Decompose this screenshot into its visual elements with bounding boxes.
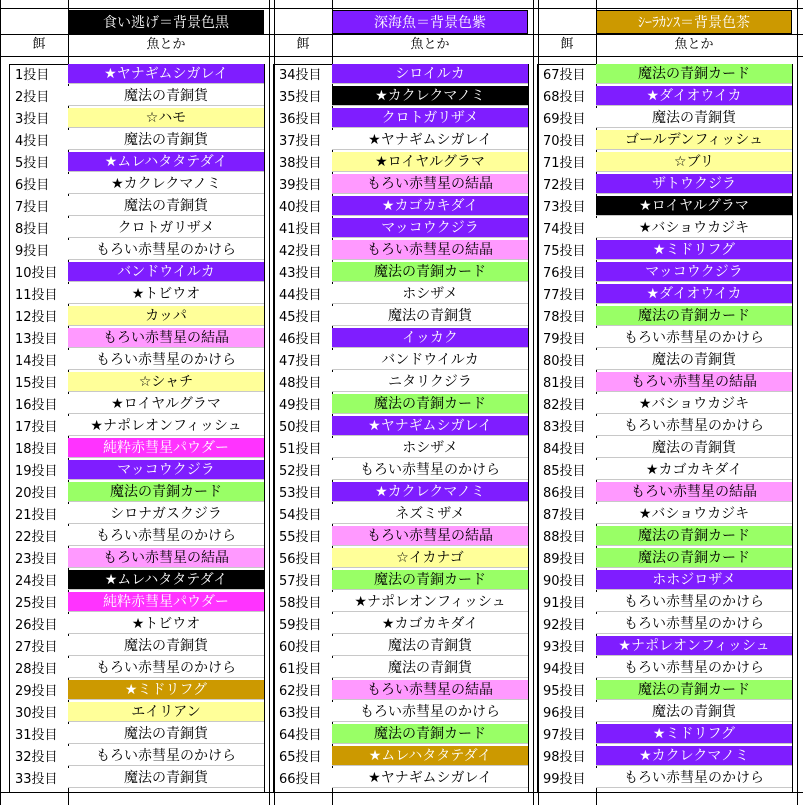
catch-cell: ★バショウカジキ	[596, 394, 792, 414]
throw-number: 46投目	[279, 332, 322, 347]
throw-number: 33投目	[15, 772, 58, 787]
throw-number: 93投目	[543, 640, 586, 655]
throw-number: 87投目	[543, 508, 586, 523]
throw-number: 5投目	[15, 156, 50, 171]
throw-number: 30投目	[15, 706, 58, 721]
header-bait-label: 餌	[32, 37, 46, 52]
throw-number: 8投目	[15, 222, 50, 237]
catch-cell: もろい赤彗星のかけら	[332, 702, 528, 722]
catch-cell: もろい赤彗星の結晶	[332, 680, 528, 700]
throw-number: 85投目	[543, 464, 586, 479]
throw-number: 83投目	[543, 420, 586, 435]
throw-number: 66投目	[279, 772, 322, 787]
catch-cell: ゴールデンフィッシュ	[596, 130, 792, 150]
catch-cell: ★カゴカキダイ	[596, 460, 792, 480]
catch-cell: ザトウクジラ	[596, 174, 792, 194]
catch-cell: 魔法の青銅カード	[596, 680, 792, 700]
throw-number: 35投目	[279, 90, 322, 105]
catch-cell: もろい赤彗星のかけら	[68, 526, 264, 546]
catch-cell: 純粋赤彗星パウダー	[68, 592, 264, 612]
catch-cell: ★バショウカジキ	[596, 218, 792, 238]
catch-cell: もろい赤彗星のかけら	[596, 658, 792, 678]
throw-number: 14投目	[15, 354, 58, 369]
catch-cell: 魔法の青銅貨	[68, 768, 264, 788]
throw-number: 99投目	[543, 772, 586, 787]
catch-cell: 魔法の青銅カード	[596, 548, 792, 568]
throw-number: 67投目	[543, 68, 586, 83]
catch-cell: もろい赤彗星のかけら	[332, 460, 528, 480]
catch-cell: エイリアン	[68, 702, 264, 722]
throw-number: 69投目	[543, 112, 586, 127]
catch-cell: もろい赤彗星のかけら	[68, 240, 264, 260]
catch-cell: ☆イカナゴ	[332, 548, 528, 568]
throw-number: 7投目	[15, 200, 50, 215]
throw-number: 59投目	[279, 618, 322, 633]
throw-number: 79投目	[543, 332, 586, 347]
throw-number: 53投目	[279, 486, 322, 501]
catch-cell: ★ダイオウイカ	[596, 284, 792, 304]
throw-number: 54投目	[279, 508, 322, 523]
catch-cell: ★カクレクマノミ	[68, 174, 264, 194]
throw-number: 70投目	[543, 134, 586, 149]
throw-number: 45投目	[279, 310, 322, 325]
legend-purple: 深海魚＝背景色紫	[332, 10, 528, 34]
catch-cell: ★ミドリフグ	[68, 680, 264, 700]
catch-cell: 魔法の青銅貨	[596, 108, 792, 128]
throw-number: 96投目	[543, 706, 586, 721]
catch-cell: シロナガスクジラ	[68, 504, 264, 524]
catch-cell: もろい赤彗星のかけら	[68, 746, 264, 766]
throw-number: 76投目	[543, 266, 586, 281]
catch-cell: 魔法の青銅カード	[332, 570, 528, 590]
catch-cell: ネズミザメ	[332, 504, 528, 524]
throw-number: 58投目	[279, 596, 322, 611]
rule-header-bottom	[0, 56, 803, 57]
catch-cell: ☆ブリ	[596, 152, 792, 172]
throw-number: 4投目	[15, 134, 50, 149]
header-fish-label: 魚とか	[674, 37, 714, 52]
catch-cell: ★ミドリフグ	[596, 724, 792, 744]
catch-cell: もろい赤彗星の結晶	[332, 526, 528, 546]
throw-number: 1投目	[15, 68, 50, 83]
catch-cell: ☆ハモ	[68, 108, 264, 128]
catch-cell: もろい赤彗星の結晶	[68, 328, 264, 348]
catch-cell: 魔法の青銅貨	[332, 658, 528, 678]
throw-number: 88投目	[543, 530, 586, 545]
throw-number: 38投目	[279, 156, 322, 171]
catch-cell: ★ナポレオンフィッシュ	[332, 592, 528, 612]
catch-cell: もろい赤彗星の結晶	[68, 548, 264, 568]
grid-vline	[0, 0, 1, 805]
catch-cell: バンドウイルカ	[332, 350, 528, 370]
rule-bottom	[0, 792, 803, 793]
catch-cell: シロイルカ	[332, 64, 528, 84]
throw-number: 6投目	[15, 178, 50, 193]
throw-number: 57投目	[279, 574, 322, 589]
catch-cell: ★ナポレオンフィッシュ	[68, 416, 264, 436]
catch-cell: 魔法の青銅貨	[332, 306, 528, 326]
throw-number: 31投目	[15, 728, 58, 743]
throw-number: 28投目	[15, 662, 58, 677]
throw-number: 20投目	[15, 486, 58, 501]
header-bait-label: 餌	[296, 37, 310, 52]
catch-cell: ★ミドリフグ	[596, 240, 792, 260]
throw-number: 71投目	[543, 156, 586, 171]
catch-cell: 魔法の青銅カード	[332, 394, 528, 414]
catch-cell: ★ムレハタタテダイ	[332, 746, 528, 766]
catch-cell: 魔法の青銅カード	[332, 262, 528, 282]
catch-cell: ★カゴカキダイ	[332, 196, 528, 216]
throw-number: 22投目	[15, 530, 58, 545]
throw-number: 32投目	[15, 750, 58, 765]
catch-cell: バンドウイルカ	[68, 262, 264, 282]
rule-top	[0, 8, 803, 9]
throw-number: 84投目	[543, 442, 586, 457]
catch-cell: ニタリクジラ	[332, 372, 528, 392]
throw-number: 56投目	[279, 552, 322, 567]
throw-number: 43投目	[279, 266, 322, 281]
catch-cell: ★カクレクマノミ	[332, 482, 528, 502]
legend-black: 食い逃げ＝背景色黒	[68, 10, 264, 34]
throw-number: 94投目	[543, 662, 586, 677]
throw-number: 64投目	[279, 728, 322, 743]
catch-cell: もろい赤彗星の結晶	[596, 372, 792, 392]
throw-number: 74投目	[543, 222, 586, 237]
catch-cell: ★ムレハタタテダイ	[68, 570, 264, 590]
catch-cell: イッカク	[332, 328, 528, 348]
catch-cell: ★ムレハタタテダイ	[68, 152, 264, 172]
catch-cell: 魔法の青銅貨	[68, 130, 264, 150]
header-fish-label: 魚とか	[146, 37, 186, 52]
throw-number: 37投目	[279, 134, 322, 149]
catch-cell: カッパ	[68, 306, 264, 326]
catch-cell: もろい赤彗星の結晶	[596, 482, 792, 502]
throw-number: 12投目	[15, 310, 58, 325]
throw-number: 98投目	[543, 750, 586, 765]
throw-number: 16投目	[15, 398, 58, 413]
catch-cell: もろい赤彗星のかけら	[596, 614, 792, 634]
throw-number: 17投目	[15, 420, 58, 435]
throw-number: 55投目	[279, 530, 322, 545]
throw-number: 42投目	[279, 244, 322, 259]
throw-number: 21投目	[15, 508, 58, 523]
catch-cell: マッコウクジラ	[332, 218, 528, 238]
throw-number: 78投目	[543, 310, 586, 325]
throw-number: 15投目	[15, 376, 58, 391]
catch-cell: 魔法の青銅貨	[68, 636, 264, 656]
throw-number: 73投目	[543, 200, 586, 215]
throw-number: 10投目	[15, 266, 58, 281]
catch-cell: マッコウクジラ	[596, 262, 792, 282]
throw-number: 36投目	[279, 112, 322, 127]
catch-cell: ホホジロザメ	[596, 570, 792, 590]
rule-legend-bottom	[0, 34, 803, 35]
throw-number: 2投目	[15, 90, 50, 105]
throw-number: 61投目	[279, 662, 322, 677]
throw-number: 19投目	[15, 464, 58, 479]
throw-number: 52投目	[279, 464, 322, 479]
catch-cell: ホシザメ	[332, 438, 528, 458]
catch-cell: もろい赤彗星のかけら	[596, 768, 792, 788]
throw-number: 48投目	[279, 376, 322, 391]
throw-number: 39投目	[279, 178, 322, 193]
catch-cell: 魔法の青銅カード	[596, 64, 792, 84]
throw-number: 92投目	[543, 618, 586, 633]
grid-vline	[269, 0, 270, 805]
catch-cell: ★ロイヤルグラマ	[596, 196, 792, 216]
catch-cell: もろい赤彗星の結晶	[332, 174, 528, 194]
throw-number: 40投目	[279, 200, 322, 215]
throw-number: 81投目	[543, 376, 586, 391]
catch-cell: 純粋赤彗星パウダー	[68, 438, 264, 458]
throw-number: 51投目	[279, 442, 322, 457]
catch-cell: ★バショウカジキ	[596, 504, 792, 524]
throw-number: 9投目	[15, 244, 50, 259]
catch-cell: ★ヤナギムシガレイ	[332, 768, 528, 788]
throw-number: 27投目	[15, 640, 58, 655]
catch-cell: ホシザメ	[332, 284, 528, 304]
throw-number: 13投目	[15, 332, 58, 347]
catch-cell: 魔法の青銅貨	[596, 438, 792, 458]
throw-number: 29投目	[15, 684, 58, 699]
throw-number: 50投目	[279, 420, 322, 435]
catch-cell: 魔法の青銅貨	[596, 702, 792, 722]
throw-number: 68投目	[543, 90, 586, 105]
throw-number: 47投目	[279, 354, 322, 369]
catch-cell: 魔法の青銅カード	[68, 482, 264, 502]
header-fish-label: 魚とか	[410, 37, 450, 52]
throw-number: 24投目	[15, 574, 58, 589]
throw-number: 75投目	[543, 244, 586, 259]
throw-number: 23投目	[15, 552, 58, 567]
header-bait-label: 餌	[560, 37, 574, 52]
catch-cell: ★ヤナギムシガレイ	[68, 64, 264, 84]
catch-cell: 魔法の青銅カード	[332, 724, 528, 744]
catch-cell: クロトガリザメ	[68, 218, 264, 238]
catch-cell: ★ロイヤルグラマ	[332, 152, 528, 172]
throw-number: 34投目	[279, 68, 322, 83]
catch-cell: 魔法の青銅貨	[332, 636, 528, 656]
throw-number: 11投目	[15, 288, 58, 303]
throw-number: 63投目	[279, 706, 322, 721]
catch-cell: もろい赤彗星の結晶	[332, 240, 528, 260]
catch-cell: 魔法の青銅貨	[68, 724, 264, 744]
throw-number: 80投目	[543, 354, 586, 369]
throw-number: 72投目	[543, 178, 586, 193]
grid-vline	[533, 0, 534, 805]
throw-number: 77投目	[543, 288, 586, 303]
throw-number: 18投目	[15, 442, 58, 457]
catch-cell: ★ロイヤルグラマ	[68, 394, 264, 414]
throw-number: 82投目	[543, 398, 586, 413]
catch-cell: ★カクレクマノミ	[596, 746, 792, 766]
catch-cell: マッコウクジラ	[68, 460, 264, 480]
catch-cell: 魔法の青銅貨	[68, 86, 264, 106]
catch-cell: ★トビウオ	[68, 284, 264, 304]
catch-cell: クロトガリザメ	[332, 108, 528, 128]
grid-vline	[797, 0, 798, 805]
catch-cell: ★ヤナギムシガレイ	[332, 416, 528, 436]
throw-number: 62投目	[279, 684, 322, 699]
catch-cell: 魔法の青銅カード	[596, 526, 792, 546]
throw-number: 90投目	[543, 574, 586, 589]
throw-number: 3投目	[15, 112, 50, 127]
throw-number: 49投目	[279, 398, 322, 413]
throw-number: 97投目	[543, 728, 586, 743]
legend-brown: ｼｰﾗｶﾝｽ＝背景色茶	[596, 10, 792, 34]
catch-cell: 魔法の青銅貨	[596, 350, 792, 370]
throw-number: 95投目	[543, 684, 586, 699]
throw-number: 41投目	[279, 222, 322, 237]
catch-cell: ★トビウオ	[68, 614, 264, 634]
catch-cell: もろい赤彗星のかけら	[596, 416, 792, 436]
throw-number: 25投目	[15, 596, 58, 611]
throw-number: 26投目	[15, 618, 58, 633]
catch-cell: ★ナポレオンフィッシュ	[596, 636, 792, 656]
throw-number: 65投目	[279, 750, 322, 765]
throw-number: 60投目	[279, 640, 322, 655]
throw-number: 86投目	[543, 486, 586, 501]
throw-number: 44投目	[279, 288, 322, 303]
catch-cell: ★ヤナギムシガレイ	[332, 130, 528, 150]
catch-cell: ★ダイオウイカ	[596, 86, 792, 106]
throw-number: 91投目	[543, 596, 586, 611]
catch-cell: もろい赤彗星のかけら	[68, 658, 264, 678]
catch-cell: 魔法の青銅貨	[68, 196, 264, 216]
catch-cell: ★カクレクマノミ	[332, 86, 528, 106]
catch-cell: ★カゴカキダイ	[332, 614, 528, 634]
catch-cell: もろい赤彗星のかけら	[68, 350, 264, 370]
throw-number: 89投目	[543, 552, 586, 567]
catch-cell: もろい赤彗星のかけら	[596, 592, 792, 612]
catch-cell: ☆シャチ	[68, 372, 264, 392]
catch-cell: 魔法の青銅カード	[596, 306, 792, 326]
catch-cell: もろい赤彗星のかけら	[596, 328, 792, 348]
